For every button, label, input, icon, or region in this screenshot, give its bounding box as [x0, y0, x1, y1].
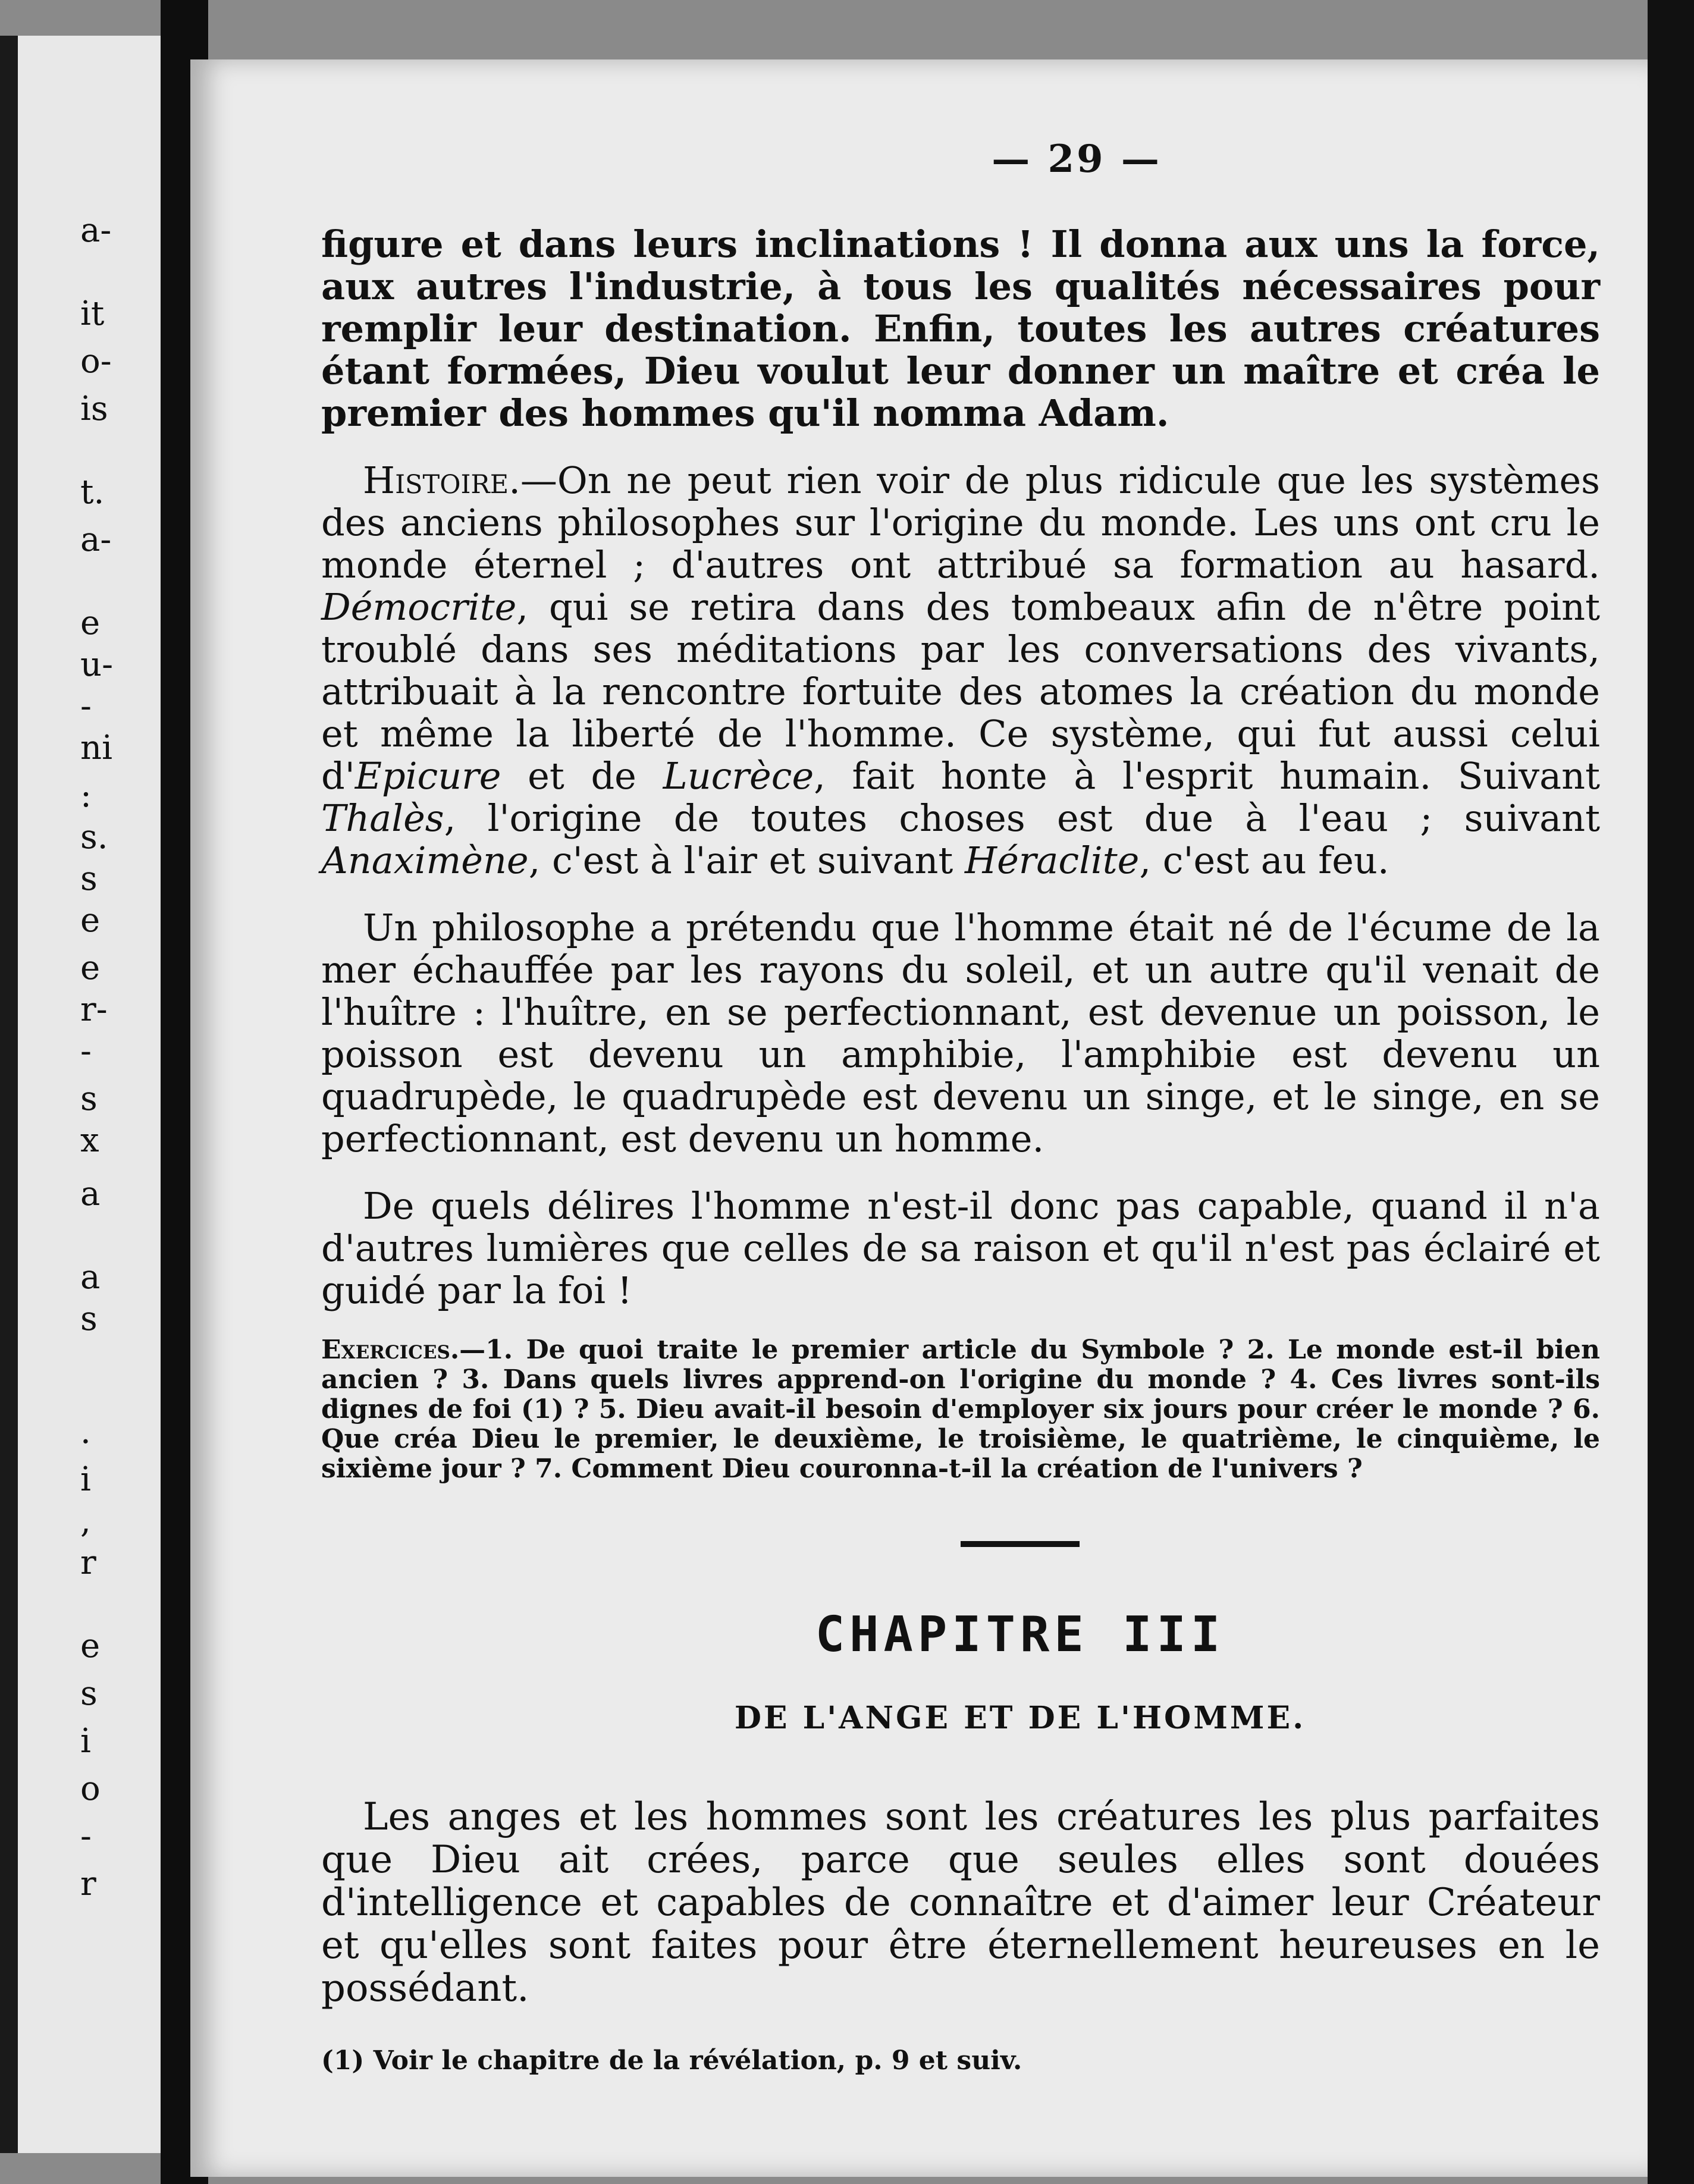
left-fragment: a: [80, 1258, 101, 1297]
left-fragment: it: [80, 294, 105, 333]
histoire-text: , fait honte à l'esprit humain. Suivant: [814, 754, 1600, 798]
name-democrite: Démocrite: [321, 585, 517, 629]
left-page-fragment: [0, 36, 161, 2153]
paragraph-philosophe: Un philosophe a prétendu que l'homme était né de l'écume de la mer échauffée par les rayons du soleil, et un autre qu'il venait de l'huître : l'huître, en se perfectionnant, est devenue un poisson, le poisson est devenu un amphibie, l'amphibie est devenu un quadrupède, le quadrupède est devenu un singe, et le singe, en se perfectionnant, est devenu un homme.: [321, 906, 1600, 1160]
left-fragment: i: [80, 1722, 91, 1761]
left-fragment: o-: [80, 342, 112, 381]
left-fragment: x: [80, 1121, 99, 1160]
paragraph-histoire: [321, 459, 1600, 881]
exercises-label: Exercices.: [321, 1335, 460, 1365]
left-fragment: e: [80, 949, 101, 987]
histoire-label: Histoire.: [363, 459, 520, 502]
left-fragment: u-: [80, 645, 113, 684]
left-fragment: ni: [80, 729, 112, 767]
name-heraclite: Héraclite: [965, 839, 1140, 882]
left-fragment: s: [80, 1674, 98, 1713]
page-content: [321, 137, 1600, 2076]
left-fragment: r: [80, 1543, 96, 1582]
left-fragment: a-: [80, 211, 112, 250]
left-fragment: ,: [80, 1502, 91, 1540]
right-page-edge: [1648, 0, 1694, 2184]
name-anaximene: Anaximène: [321, 839, 529, 882]
histoire-text: , qui se retira dans des tombeaux afin de n'être point troublé dans ses méditations par les conversations des vivants, attribuait à la rencontre fortuite des atomes la création du monde et même la liberté de l'homme. Ce système, qui fut aussi celui d': [321, 585, 1600, 798]
chapter-subtitle: DE L'ANGE ET DE L'HOMME.: [734, 1700, 1306, 1736]
left-fragment: t.: [80, 473, 105, 512]
chapter-divider: [961, 1541, 1080, 1547]
paragraph-delires: De quels délires l'homme n'est-il donc pas capable, quand il n'a d'autres lumières que celles de sa raison et qu'il n'est pas éclairé et guidé par la foi !: [321, 1184, 1600, 1312]
left-fragment: s: [80, 859, 98, 898]
left-fragment: a: [80, 1175, 101, 1213]
chapter-title: CHAPITRE III: [815, 1606, 1225, 1663]
histoire-text: , c'est au feu.: [1139, 839, 1389, 882]
name-epicure: Epicure: [355, 754, 501, 798]
left-fragment: is: [80, 390, 108, 428]
left-fragment: .: [80, 1413, 91, 1451]
left-fragment: e: [80, 1627, 101, 1665]
left-page-text-fragments: [80, 36, 140, 2153]
left-fragment: -: [80, 687, 92, 726]
left-fragment: e: [80, 604, 101, 642]
name-thales: Thalès: [321, 796, 444, 840]
left-fragment: :: [80, 776, 92, 815]
left-fragment: -: [80, 1032, 92, 1071]
left-fragment: s.: [80, 818, 108, 856]
paragraph-creation: figure et dans leurs inclinations ! Il donna aux uns la force, aux autres l'industrie, à tous les qualités nécessaires pour remplir leur destination. Enfin, toutes les autres créatures étant formées, Dieu voulut leur donner un maître et créa le premier des hommes qu'il nomma Adam.: [321, 222, 1600, 435]
histoire-text: , l'origine de toutes choses est due à l'eau ; suivant: [444, 796, 1600, 840]
left-fragment: s: [80, 1080, 98, 1118]
page-number: — 29 —: [992, 137, 1162, 181]
left-fragment: o: [80, 1769, 101, 1808]
left-fragment: s: [80, 1300, 98, 1338]
book-page: [190, 59, 1648, 2177]
histoire-text: et de: [501, 754, 663, 798]
exercises-text: —1. De quoi traite le premier article du Symbole ? 2. Le monde est-il bien ancien ? 3. Dans quels livres apprend-on l'origine du monde ? 4. Ces livres sont-ils dignes de foi (1) ? 5. Dieu avait-il besoin d'employer six jours pour créer le monde ? 6. Que créa Dieu le premier, le deuxième, le troisième, le quatrième, le cinquième, le sixième jour ? 7. Comment Dieu couronna-t-il la création de l'univers ?: [321, 1335, 1600, 1484]
left-fragment: r: [80, 1865, 96, 1903]
left-page-edge: [0, 36, 18, 2153]
left-fragment: i: [80, 1460, 91, 1499]
name-lucrece: Lucrèce: [663, 754, 814, 798]
left-fragment: e: [80, 901, 101, 940]
exercises-block: [321, 1335, 1600, 1484]
histoire-text: , c'est à l'air et suivant: [528, 839, 965, 882]
histoire-text: —On ne peut rien voir de plus ridicule que les systèmes des anciens philosophes sur l'origine du monde. Les uns ont cru le monde éternel ; d'autres ont attribué sa formation au hasard.: [321, 459, 1600, 586]
chapter-paragraph: Les anges et les hommes sont les créatures les plus parfaites que Dieu ait crées, parce que seules elles sont douées d'intelligence et capables de connaître et d'aimer leur Créateur et qu'elles sont faites pour être éternellement heureuses en le possédant.: [321, 1795, 1600, 2010]
left-fragment: -: [80, 1817, 92, 1856]
left-fragment: a-: [80, 520, 112, 559]
left-fragment: r-: [80, 990, 108, 1029]
footnote: (1) Voir le chapitre de la révélation, p. 9 et suiv.: [321, 2045, 1022, 2076]
